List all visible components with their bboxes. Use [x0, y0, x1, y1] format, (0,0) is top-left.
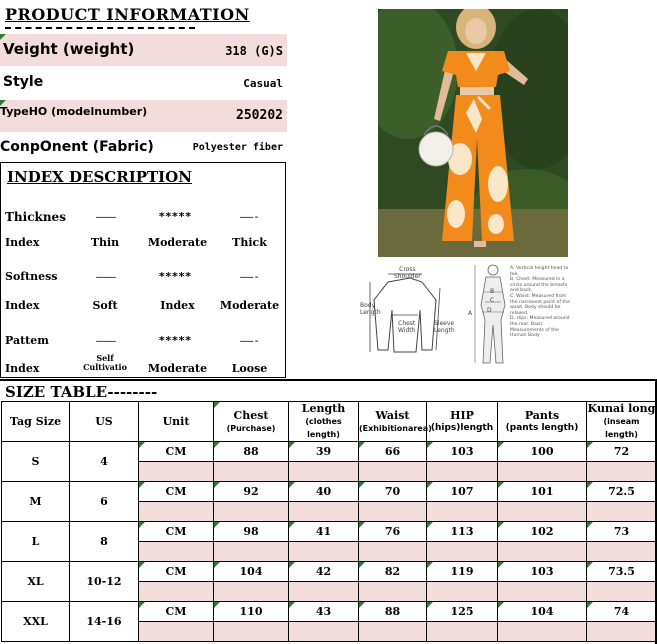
size-table-title: SIZE TABLE-------- — [5, 383, 158, 401]
value-cell: 104 — [214, 562, 289, 582]
softness-name: Softness — [5, 270, 58, 283]
style-label: Style — [3, 74, 44, 90]
model-label: TypeHO (modelnumber) — [0, 105, 148, 118]
value-cell: 98 — [214, 522, 289, 542]
pink-spacer-cell — [427, 502, 498, 522]
value-cell: 70 — [359, 482, 427, 502]
pink-spacer-cell — [214, 462, 289, 482]
us-cell: 10-12 — [70, 562, 139, 602]
header-waist: Waist (Exhibitionarea) — [359, 402, 427, 442]
thickness-stars: ***** — [158, 210, 192, 223]
us-cell: 8 — [70, 522, 139, 562]
point-a: A — [468, 310, 473, 317]
size-cell: XL — [2, 562, 70, 602]
pattern-option-moderate: Moderate — [147, 362, 208, 375]
pink-spacer-cell — [214, 542, 289, 562]
unit-cell: CM — [139, 602, 214, 622]
softness-option-index: Index — [160, 299, 195, 312]
pattern-option-self-cultivation: Self Cultivatio — [83, 353, 127, 372]
point-b: B — [490, 288, 495, 295]
value-cell: 104 — [498, 602, 587, 622]
thickness-dash-right: ——- — [240, 210, 260, 223]
size-cell: S — [2, 442, 70, 482]
table-row — [2, 482, 657, 502]
value-cell: 100 — [498, 442, 587, 462]
us-cell: 14-16 — [70, 602, 139, 642]
value-cell: 72 — [587, 442, 657, 462]
product-info-row-fabric — [0, 132, 287, 164]
size-table-header-row — [2, 402, 657, 442]
pink-spacer-cell — [139, 542, 214, 562]
header-inseam: Kunai long (inseam length) — [587, 402, 657, 442]
product-info-title: PRODUCT INFORMATION — [5, 5, 250, 24]
us-cell: 4 — [70, 442, 139, 482]
pink-spacer-cell — [427, 582, 498, 602]
softness-dash-right: ——- — [240, 270, 260, 283]
pink-spacer-cell — [427, 542, 498, 562]
value-cell: 110 — [214, 602, 289, 622]
label-sleeve-length: Sleeve Length — [434, 320, 455, 334]
pink-spacer-cell — [289, 462, 359, 482]
pattern-option-loose: Loose — [231, 362, 268, 375]
value-cell: 72.5 — [587, 482, 657, 502]
pink-spacer-cell — [359, 622, 427, 642]
value-cell: 101 — [498, 482, 587, 502]
label-cross-shoulder: Cross Shoulder — [394, 266, 421, 280]
table-row — [2, 602, 657, 622]
weight-label: Veight (weight) — [3, 40, 135, 58]
value-cell: 125 — [427, 602, 498, 622]
unit-cell: CM — [139, 482, 214, 502]
pink-spacer-cell — [214, 622, 289, 642]
style-value: Casual — [243, 77, 283, 90]
size-cell: L — [2, 522, 70, 562]
softness-option-moderate: Moderate — [219, 299, 280, 312]
header-tag-size: Tag Size — [2, 402, 70, 442]
product-info-row-weight — [0, 34, 287, 66]
pink-spacer-cell — [498, 502, 587, 522]
pink-spacer-cell — [214, 582, 289, 602]
thickness-dash-left: ——— — [96, 210, 116, 223]
pink-spacer-cell — [289, 582, 359, 602]
value-cell: 88 — [359, 602, 427, 622]
measurement-notes — [510, 266, 574, 339]
value-cell: 73.5 — [587, 562, 657, 582]
pink-spacer-cell — [427, 622, 498, 642]
value-cell: 40 — [289, 482, 359, 502]
thickness-name: Thicknes — [5, 210, 66, 224]
unit-cell: CM — [139, 522, 214, 542]
product-info-row-style — [0, 67, 287, 99]
pink-spacer-cell — [359, 462, 427, 482]
fabric-value: Polyester fiber — [192, 142, 283, 153]
note-a: A. Vertical height head to toe. — [510, 266, 569, 277]
value-cell: 113 — [427, 522, 498, 542]
thickness-option-moderate: Moderate — [147, 236, 208, 249]
pink-spacer-cell — [498, 542, 587, 562]
thickness-option-thick: Thick — [232, 236, 267, 249]
value-cell: 66 — [359, 442, 427, 462]
size-table-frame-top — [0, 379, 657, 381]
point-d: D — [487, 307, 492, 314]
thickness-option-thin: Thin — [90, 236, 120, 249]
pink-spacer-cell — [359, 502, 427, 522]
pink-spacer-cell — [214, 502, 289, 522]
pink-spacer-cell — [587, 542, 657, 562]
pink-spacer-cell — [139, 462, 214, 482]
size-cell: XXL — [2, 602, 70, 642]
pink-spacer-cell — [587, 502, 657, 522]
size-table — [1, 401, 657, 642]
table-row — [2, 442, 657, 462]
header-chest: Chest (Purchase) — [214, 402, 289, 442]
pattern-stars: ***** — [158, 334, 192, 347]
note-c: C. Waist: Measured from the narrowest point of the waist. Body should be relaxed. — [510, 293, 570, 316]
pink-spacer-cell — [289, 542, 359, 562]
note-d: D. Hips: Measured around the rear. Basic Measurements of the Human Body — [510, 316, 570, 339]
pink-spacer-cell — [139, 622, 214, 642]
header-hip: HIP (hips)length — [427, 402, 498, 442]
pink-spacer-cell — [587, 462, 657, 482]
pattern-dash-right: ——- — [240, 334, 260, 347]
pink-spacer-cell — [587, 582, 657, 602]
pink-spacer-cell — [359, 582, 427, 602]
model-wearing-outfit-image — [378, 9, 568, 257]
index-description-title: INDEX DESCRIPTION — [7, 168, 192, 186]
value-cell: 76 — [359, 522, 427, 542]
pink-spacer-cell — [498, 582, 587, 602]
value-cell: 73 — [587, 522, 657, 542]
note-b: B. Chest: Measured in a circle around the breasts and back. — [510, 277, 568, 294]
weight-value: 318 (G)S — [225, 44, 283, 58]
value-cell: 41 — [289, 522, 359, 542]
value-cell: 82 — [359, 562, 427, 582]
pink-spacer-cell — [359, 542, 427, 562]
thickness-index-label: Index — [5, 236, 40, 249]
unit-cell: CM — [139, 562, 214, 582]
fabric-label: ConpOnent (Fabric) — [0, 139, 154, 155]
header-pants: Pants (pants length) — [498, 402, 587, 442]
value-cell: 103 — [498, 562, 587, 582]
pink-spacer-cell — [498, 462, 587, 482]
pink-spacer-cell — [289, 502, 359, 522]
pattern-index-label: Index — [5, 362, 40, 375]
pink-spacer-cell — [587, 622, 657, 642]
softness-option-soft: Soft — [92, 299, 118, 312]
value-cell: 119 — [427, 562, 498, 582]
pink-spacer-cell — [289, 622, 359, 642]
label-chest-width: Chest Width — [398, 320, 416, 334]
value-cell: 102 — [498, 522, 587, 542]
value-cell: 103 — [427, 442, 498, 462]
header-unit: Unit — [139, 402, 214, 442]
pink-spacer-cell — [139, 582, 214, 602]
measurement-diagram — [360, 260, 574, 375]
value-cell: 88 — [214, 442, 289, 462]
unit-cell: CM — [139, 442, 214, 462]
pink-spacer-cell — [139, 502, 214, 522]
point-c: C — [490, 297, 495, 304]
product-info-row-model — [0, 100, 287, 132]
value-cell: 92 — [214, 482, 289, 502]
pink-spacer-cell — [498, 622, 587, 642]
value-cell: 74 — [587, 602, 657, 622]
header-us: US — [70, 402, 139, 442]
softness-stars: ***** — [158, 270, 192, 283]
table-row — [2, 522, 657, 542]
value-cell: 39 — [289, 442, 359, 462]
pattern-name: Pattem — [5, 334, 49, 347]
value-cell: 43 — [289, 602, 359, 622]
label-body-length: Body Length — [360, 302, 381, 316]
size-cell: M — [2, 482, 70, 522]
softness-index-label: Index — [5, 299, 40, 312]
pink-spacer-cell — [427, 462, 498, 482]
pattern-dash-left: ——— — [96, 334, 116, 347]
product-info-divider — [5, 27, 195, 29]
us-cell: 6 — [70, 482, 139, 522]
softness-dash-left: ——— — [96, 270, 116, 283]
model-value: 250202 — [236, 108, 283, 123]
product-photo — [378, 9, 568, 257]
value-cell: 42 — [289, 562, 359, 582]
table-row — [2, 562, 657, 582]
value-cell: 107 — [427, 482, 498, 502]
header-length: Length (clothes length) — [289, 402, 359, 442]
